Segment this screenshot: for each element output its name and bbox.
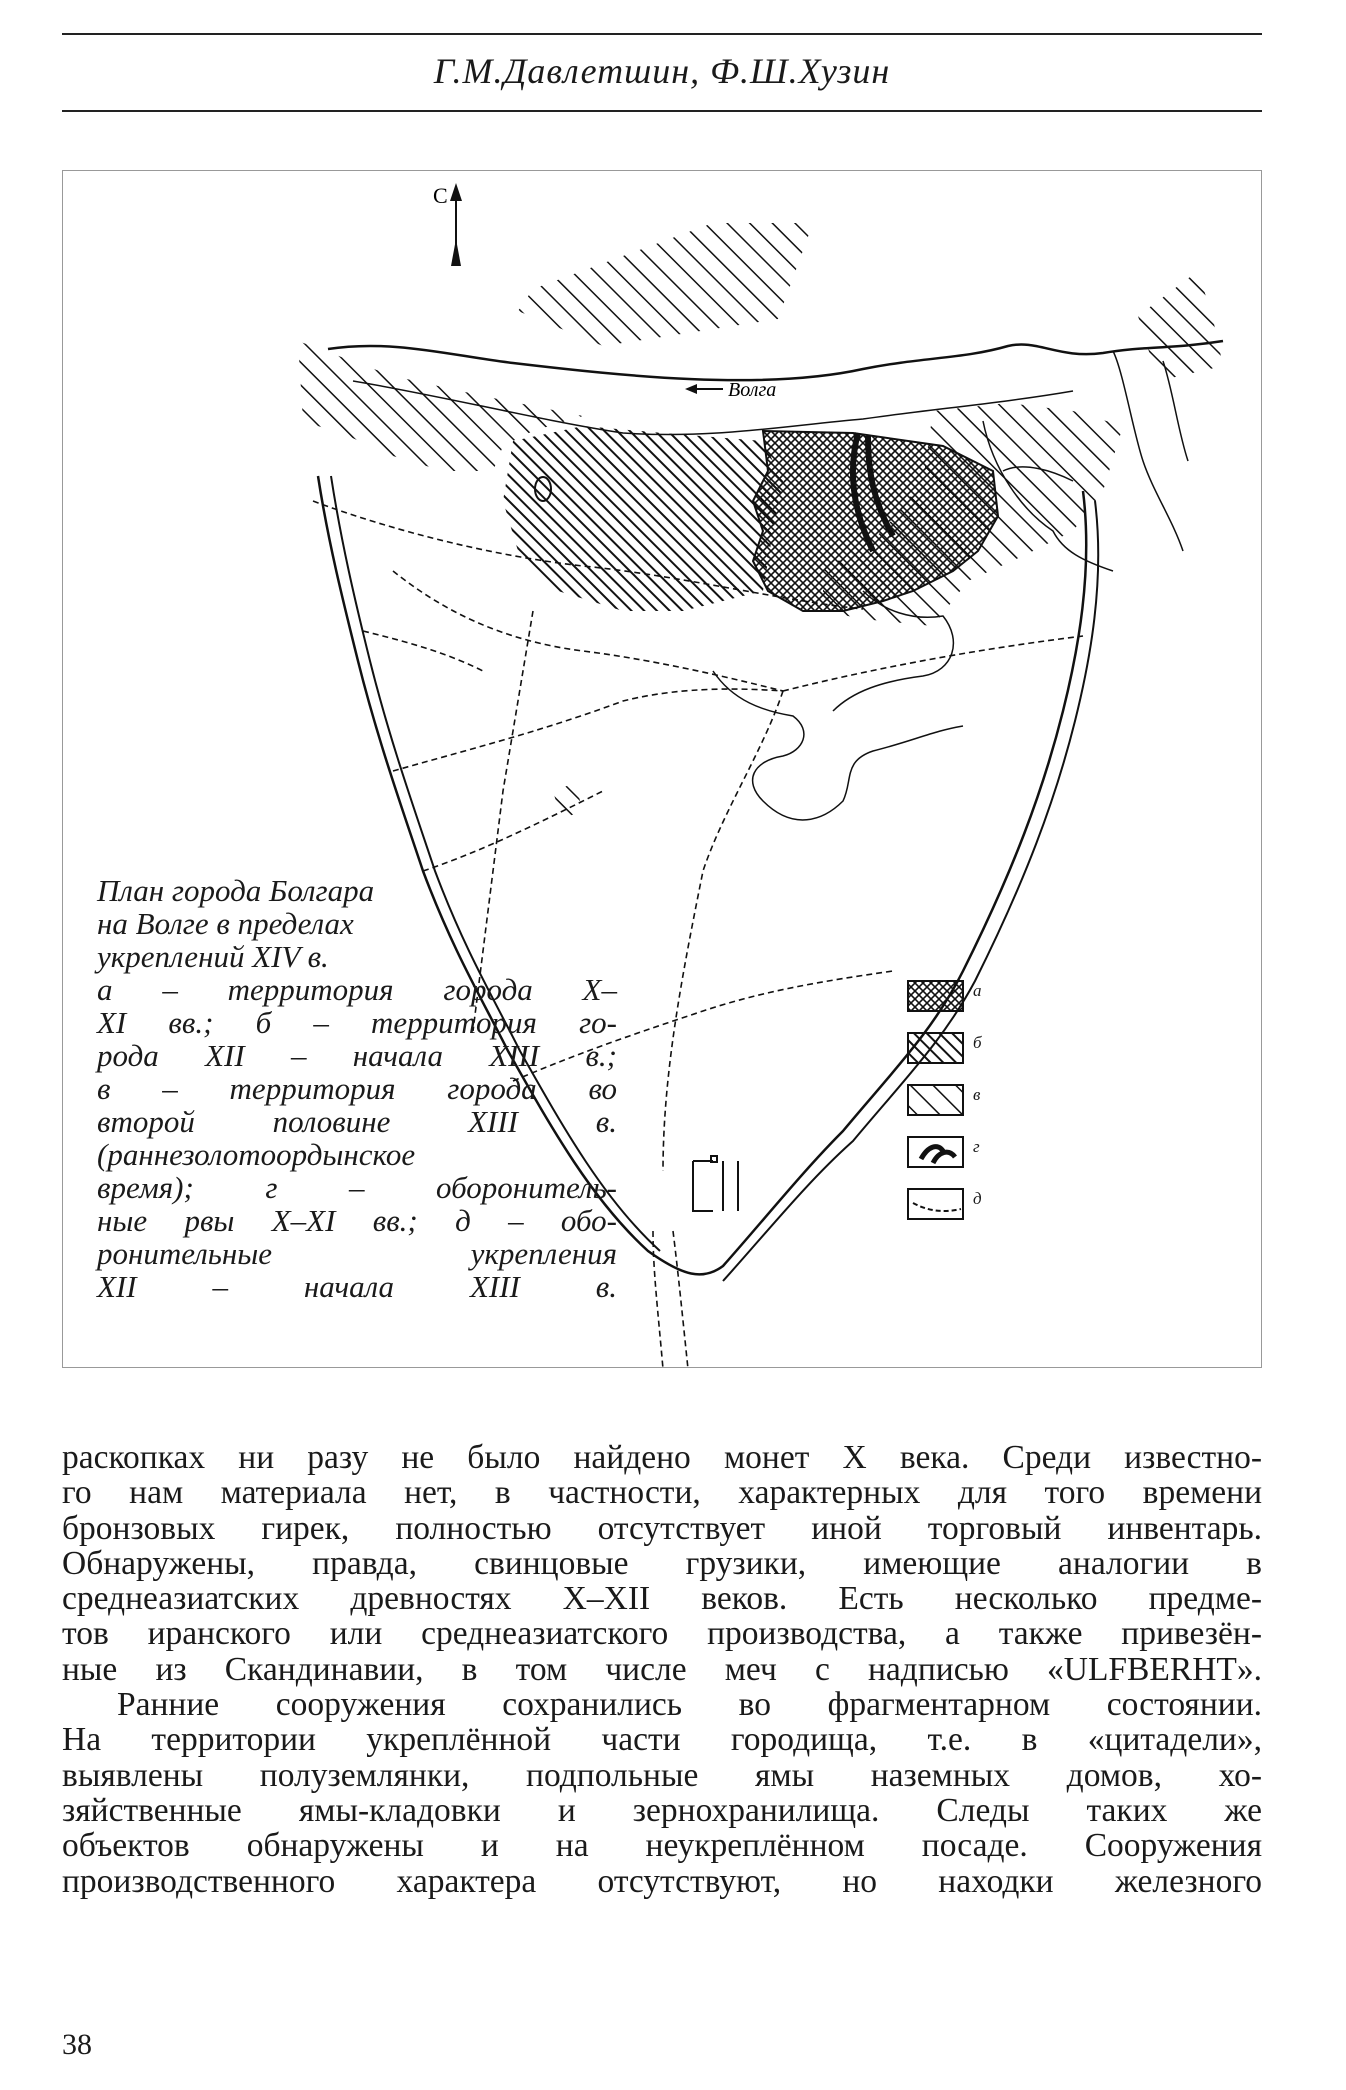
caption-line: (раннезолотоордынское <box>97 1137 416 1172</box>
volga-label-group <box>685 379 776 401</box>
caption-line: на Волге в пределах <box>97 906 354 941</box>
body-line: го нам материала нет, в частности, характерных для того времени <box>62 1474 1262 1512</box>
legend-g-label: г <box>973 1137 980 1156</box>
header-top-rule <box>62 33 1262 35</box>
body-line: производственного характера отсутствуют, но находки железного <box>62 1862 1262 1900</box>
caption-line: ные рвы X–XI вв.; д – обо- <box>97 1203 617 1238</box>
legend-v-swatch <box>908 1085 963 1115</box>
small-hatched-patch <box>553 783 583 819</box>
body-line: Ранние сооружения сохранились во фрагментарном состоянии. <box>117 1686 1262 1724</box>
caption-line: время); г – оборонитель- <box>97 1170 617 1205</box>
body-line: раскопках ни разу не было найдено монет X века. Среди известно- <box>62 1439 1262 1476</box>
figure-caption <box>97 874 617 1303</box>
body-line: выявлены полуземлянки, подпольные ямы наземных домов, хо- <box>62 1756 1262 1794</box>
caption-line: XII – начала XIII в. <box>97 1269 617 1304</box>
north-arrow <box>433 183 462 266</box>
legend-a-swatch <box>908 981 963 1011</box>
upper-hatched-band <box>518 223 813 346</box>
caption-line: План города Болгара <box>97 873 375 908</box>
body-line: объектов обнаружены и на неукреплённом посаде. Сооружения <box>62 1827 1262 1865</box>
body-line: ные из Скандинавии, в том числе меч с надписью «ULFBERHT». <box>62 1650 1262 1688</box>
body-line: среднеазиатских древностях X–XII веков. Есть несколько предме- <box>62 1580 1262 1618</box>
body-text <box>62 1440 1262 1899</box>
river-label: Волга <box>728 379 777 401</box>
map-figure <box>62 170 1262 1368</box>
volga-riverbank <box>328 341 1223 380</box>
upper-right-hatched <box>1138 271 1223 381</box>
body-line: На территории укреплённой части городища, т.е. в «цитадели», <box>62 1721 1262 1759</box>
legend-a-label: а <box>973 981 982 1000</box>
north-label: С <box>433 183 448 208</box>
body-line: бронзовых гирек, полностью отсутствует иной торговый инвентарь. <box>62 1509 1262 1547</box>
legend-b-label: б <box>973 1033 982 1052</box>
legend-b-swatch <box>908 1033 963 1063</box>
caption-line: второй половине XIII в. <box>97 1104 617 1139</box>
caption-line: а – территория города X– <box>97 972 617 1007</box>
caption-line: в – территория города во <box>97 1071 617 1106</box>
body-line: Обнаружены, правда, свинцовые грузики, имеющие аналогии в <box>62 1544 1262 1582</box>
page-number: 38 <box>62 2028 92 2061</box>
legend-v-label: в <box>973 1085 981 1104</box>
header-bottom-rule <box>62 110 1262 112</box>
body-line: тов иранского или среднеазиатского производства, а также привезён- <box>62 1615 1262 1653</box>
territory-b <box>503 426 783 611</box>
body-line: зяйственные ямы-кладовки и зернохранилища. Следы таких же <box>62 1791 1262 1829</box>
caption-line: ронительные укрепления <box>97 1236 617 1271</box>
caption-line: XI вв.; б – территория го- <box>97 1005 617 1040</box>
legend-d-label: д <box>973 1189 982 1208</box>
running-header: Г.М.Давлетшин, Ф.Ш.Хузин <box>433 51 891 91</box>
structure-bottom <box>693 1156 738 1211</box>
caption-line: укреплений XIV в. <box>97 939 329 974</box>
caption-line: рода XII – начала XIII в.; <box>97 1038 617 1073</box>
